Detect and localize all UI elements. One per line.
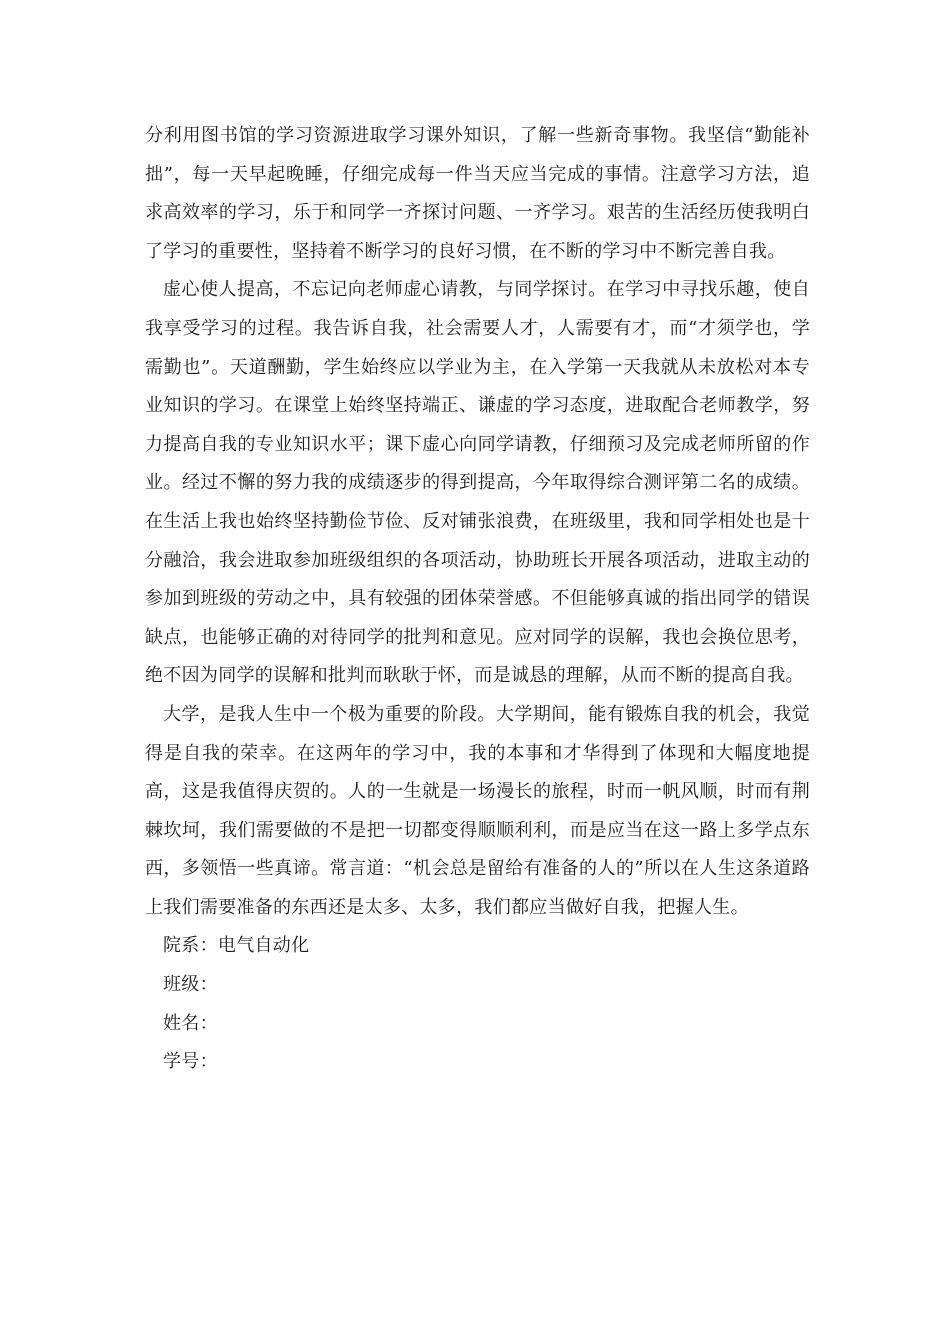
paragraph-university-reflection: 大学，是我人生中一个极为重要的阶段。大学期间，能有锻炼自我的机会，我觉得是自我的荣幸。在这两年的学习中，我的本事和才华得到了体现和大幅度地提高，这是我值得庆贺的。人的一生就是一场漫长的旅程，时而一帆风顺，时而有荆棘坎坷，我们需要做的不是把一切都变得顺顺利利，而是应当在这一路上多学点东西，多领悟一些真谛。常言道：“机会总是留给有准备的人的”所以在人生这条道路上我们需要准备的东西还是太多、太多，我们都应当做好自我，把握人生。 bbox=[145, 703, 810, 918]
field-class bbox=[145, 966, 810, 1005]
field-student-id bbox=[145, 1043, 810, 1082]
student-id-label: 学号： bbox=[163, 1051, 218, 1073]
class-label: 班级： bbox=[163, 974, 218, 996]
field-name bbox=[145, 1005, 810, 1044]
department-value: 电气自动化 bbox=[217, 935, 310, 957]
department-label: 院系： bbox=[163, 935, 218, 957]
name-label: 姓名： bbox=[163, 1012, 218, 1034]
paragraph-learning-attitude: 虚心使人提高，不忘记向老师虚心请教，与同学探讨。在学习中寻找乐趣，使自我享受学习的过程。我告诉自我，社会需要人才，人需要有才，而“才须学也，学需勤也”。天道酬勤，学生始终应以学业为主，在入学第一天我就从未放松对本专业知识的学习。在课堂上始终坚持端正、谦虚的学习态度，进取配合老师教学，努力提高自我的专业知识水平；课下虚心向同学请教，仔细预习及完成老师所留的作业。经过不懈的努力我的成绩逐步的得到提高，今年取得综合测评第二名的成绩。在生活上我也始终坚持勤俭节俭、反对铺张浪费，在班级里，我和同学相处也是十分融洽，我会进取参加班级组织的各项活动，协助班长开展各项活动，进取主动的参加到班级的劳动之中，具有较强的团体荣誉感。不但能够真诚的指出同学的错误缺点，也能够正确的对待同学的批判和意见。应对同学的误解，我也会换位思考，绝不因为同学的误解和批判而耿耿于怀，而是诚恳的理解，从而不断的提高自我。 bbox=[145, 279, 810, 687]
paragraph-study-habits: 分利用图书馆的学习资源进取学习课外知识，了解一些新奇事物。我坚信“勤能补拙”，每一天早起晚睡，仔细完成每一件当天应当完成的事情。注意学习方法，追求高效率的学习，乐于和同学一齐探讨问题、一齐学习。艰苦的生活经历使我明白了学习的重要性，坚持着不断学习的良好习惯，在不断的学习中不断完善自我。 bbox=[145, 125, 810, 262]
document-body bbox=[145, 117, 810, 1082]
field-department bbox=[145, 927, 810, 966]
